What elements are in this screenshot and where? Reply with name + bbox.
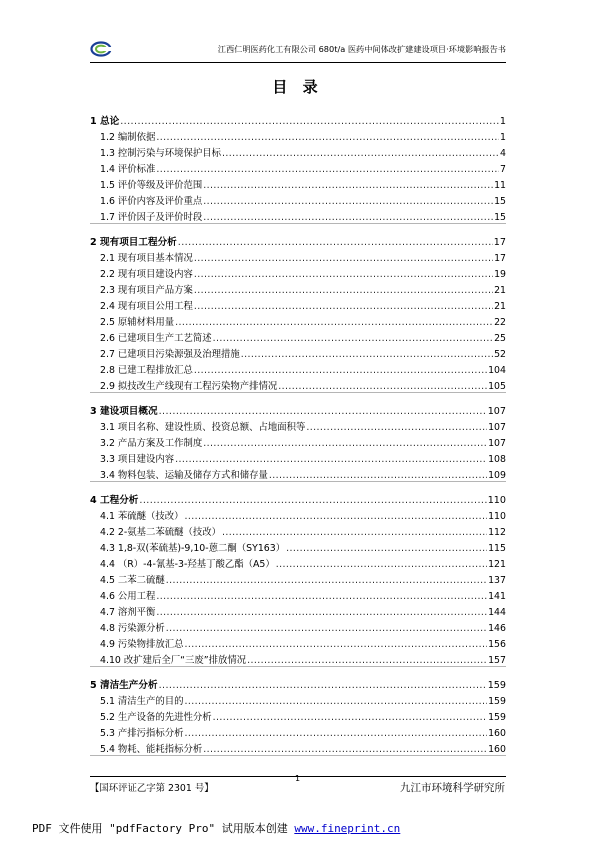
footer-certificate: 【国环评证乙字第 2301 号】 bbox=[90, 783, 214, 794]
toc-subsection-entry[interactable] bbox=[90, 586, 506, 602]
toc-entry-page: 160 bbox=[488, 728, 506, 739]
toc-entry-page: 107 bbox=[488, 438, 506, 449]
toc-entry-title: 1.5 评价等级及评价范围 bbox=[100, 180, 203, 191]
dot-leader bbox=[278, 381, 487, 392]
toc-subsection-entry[interactable] bbox=[90, 634, 506, 650]
toc-chapter-entry[interactable] bbox=[90, 489, 506, 506]
dot-leader bbox=[241, 349, 493, 360]
toc-entry-page: 137 bbox=[488, 575, 506, 586]
toc-entry-page: 21 bbox=[494, 285, 506, 296]
toc-subsection-entry[interactable] bbox=[90, 207, 506, 223]
toc-entry-page: 159 bbox=[488, 696, 506, 707]
dot-leader bbox=[156, 164, 499, 175]
toc-entry-page: 4 bbox=[500, 148, 506, 159]
footer-institute: 九江市环境科学研究所 bbox=[400, 782, 505, 794]
dot-leader bbox=[175, 317, 493, 328]
toc-entry-page: 19 bbox=[494, 269, 506, 280]
dot-leader bbox=[194, 301, 493, 312]
fineprint-link[interactable]: www.fineprint.cn bbox=[294, 822, 401, 835]
toc-subsection-entry[interactable] bbox=[90, 650, 506, 666]
toc-entry-page: 157 bbox=[488, 655, 506, 666]
dot-leader bbox=[139, 495, 486, 506]
toc-section bbox=[90, 674, 506, 756]
toc-subsection-entry[interactable] bbox=[90, 376, 506, 392]
table-of-contents bbox=[90, 110, 506, 763]
dot-leader bbox=[203, 212, 493, 223]
dot-leader bbox=[159, 406, 487, 417]
toc-entry-title: 4.1 苯硫醚（技改） bbox=[100, 511, 184, 522]
toc-title: 目 录 bbox=[272, 78, 323, 96]
toc-subsection-entry[interactable] bbox=[90, 280, 506, 296]
toc-entry-page: 109 bbox=[488, 470, 506, 481]
toc-entry-title: 4.2 2-氨基二苯硫醚（技改） bbox=[100, 527, 221, 538]
toc-entry-page: 110 bbox=[487, 495, 506, 506]
toc-chapter-entry[interactable] bbox=[90, 110, 506, 127]
toc-entry-page: 52 bbox=[494, 349, 506, 360]
toc-entry-page: 17 bbox=[493, 237, 506, 248]
toc-entry-title: 3.4 物料包装、运输及储存方式和储存量 bbox=[100, 470, 268, 481]
toc-entry-title: 4.4 （R）-4-氰基-3-羟基丁酸乙酯（A5） bbox=[100, 559, 275, 570]
toc-entry-title: 1.2 编制依据 bbox=[100, 132, 156, 143]
toc-entry-title: 5.1 清洁生产的目的 bbox=[100, 696, 184, 707]
toc-entry-page: 104 bbox=[488, 365, 506, 376]
page-header bbox=[90, 38, 506, 63]
header-title: 江西仁明医药化工有限公司 680t/a 医药中间体改扩建建设项目·环境影响报告书 bbox=[217, 44, 506, 54]
toc-entry-page: 146 bbox=[488, 623, 506, 634]
dot-leader bbox=[185, 511, 488, 522]
toc-section bbox=[90, 489, 506, 667]
pdf-notice bbox=[32, 820, 400, 836]
company-logo-icon bbox=[90, 40, 112, 58]
dot-leader bbox=[222, 148, 499, 159]
toc-entry-page: 160 bbox=[488, 744, 506, 755]
toc-entry-title: 2.3 现有项目产品方案 bbox=[100, 285, 193, 296]
pdf-notice-text: PDF 文件使用 "pdfFactory Pro" 试用版本创建 bbox=[32, 822, 295, 835]
dot-leader bbox=[276, 559, 487, 570]
toc-chapter-entry[interactable] bbox=[90, 400, 506, 417]
toc-entry-page: 15 bbox=[494, 212, 506, 223]
toc-subsection-entry[interactable] bbox=[90, 143, 506, 159]
toc-entry-page: 110 bbox=[488, 511, 506, 522]
toc-entry-page: 107 bbox=[488, 422, 506, 433]
toc-entry-title: 1.3 控制污染与环境保护目标 bbox=[100, 148, 222, 159]
toc-entry-title: 2.4 现有项目公用工程 bbox=[100, 301, 193, 312]
toc-entry-title: 4 工程分析 bbox=[90, 495, 139, 506]
toc-entry-title: 5.4 物耗、能耗指标分析 bbox=[100, 744, 203, 755]
dot-leader bbox=[166, 623, 487, 634]
toc-entry-title: 2.6 已建项目生产工艺简述 bbox=[100, 333, 212, 344]
toc-subsection-entry[interactable] bbox=[90, 417, 506, 433]
toc-entry-page: 108 bbox=[488, 454, 506, 465]
toc-entry-page: 15 bbox=[494, 196, 506, 207]
toc-subsection-entry[interactable] bbox=[90, 127, 506, 143]
toc-entry-title: 5 清洁生产分析 bbox=[90, 680, 158, 691]
toc-subsection-entry[interactable] bbox=[90, 449, 506, 465]
toc-entry-title: 4.10 改扩建后全厂“三废”排放情况 bbox=[100, 655, 247, 666]
toc-entry-page: 11 bbox=[494, 180, 506, 191]
toc-entry-page: 21 bbox=[494, 301, 506, 312]
toc-entry-title: 2.9 拟技改生产线现有工程污染物产排情况 bbox=[100, 381, 278, 392]
dot-leader bbox=[203, 180, 493, 191]
toc-entry-page: 105 bbox=[488, 381, 506, 392]
dot-leader bbox=[159, 680, 487, 691]
toc-subsection-entry[interactable] bbox=[90, 175, 506, 191]
toc-subsection-entry[interactable] bbox=[90, 296, 506, 312]
toc-entry-page: 121 bbox=[488, 559, 506, 570]
toc-entry-page: 144 bbox=[488, 607, 506, 618]
toc-entry-page: 159 bbox=[488, 712, 506, 723]
toc-subsection-entry[interactable] bbox=[90, 506, 506, 522]
toc-subsection-entry[interactable] bbox=[90, 433, 506, 449]
toc-subsection-entry[interactable] bbox=[90, 465, 506, 481]
dot-leader bbox=[156, 132, 499, 143]
toc-entry-title: 1.6 评价内容及评价重点 bbox=[100, 196, 203, 207]
toc-entry-page: 7 bbox=[500, 164, 506, 175]
toc-entry-page: 107 bbox=[487, 406, 506, 417]
toc-subsection-entry[interactable] bbox=[90, 618, 506, 634]
toc-entry-title: 4.8 污染源分析 bbox=[100, 623, 165, 634]
dot-leader bbox=[156, 607, 487, 618]
toc-chapter-entry[interactable] bbox=[90, 674, 506, 691]
toc-subsection-entry[interactable] bbox=[90, 538, 506, 554]
toc-entry-title: 3.2 产品方案及工作制度 bbox=[100, 438, 203, 449]
toc-entry-page: 112 bbox=[488, 527, 506, 538]
dot-leader bbox=[185, 728, 488, 739]
toc-entry-title: 4.7 溶剂平衡 bbox=[100, 607, 156, 618]
toc-subsection-entry[interactable] bbox=[90, 248, 506, 264]
dot-leader bbox=[213, 333, 493, 344]
dot-leader bbox=[175, 454, 487, 465]
toc-subsection-entry[interactable] bbox=[90, 344, 506, 360]
dot-leader bbox=[194, 269, 493, 280]
dot-leader bbox=[222, 527, 487, 538]
dot-leader bbox=[213, 712, 487, 723]
toc-entry-title: 4.5 二苯二硫醚 bbox=[100, 575, 165, 586]
toc-entry-title: 4.9 污染物排放汇总 bbox=[100, 639, 184, 650]
toc-section bbox=[90, 110, 506, 224]
toc-subsection-entry[interactable] bbox=[90, 570, 506, 586]
toc-subsection-entry[interactable] bbox=[90, 312, 506, 328]
toc-subsection-entry[interactable] bbox=[90, 723, 506, 739]
toc-subsection-entry[interactable] bbox=[90, 602, 506, 618]
toc-entry-page: 17 bbox=[494, 253, 506, 264]
toc-section bbox=[90, 400, 506, 482]
toc-entry-page: 115 bbox=[488, 543, 506, 554]
dot-leader bbox=[203, 744, 487, 755]
toc-subsection-entry[interactable] bbox=[90, 522, 506, 538]
toc-entry-page: 25 bbox=[494, 333, 506, 344]
toc-subsection-entry[interactable] bbox=[90, 691, 506, 707]
dot-leader bbox=[194, 285, 493, 296]
dot-leader bbox=[194, 253, 493, 264]
toc-subsection-entry[interactable] bbox=[90, 554, 506, 570]
dot-leader bbox=[203, 196, 493, 207]
toc-entry-page: 141 bbox=[488, 591, 506, 602]
dot-leader bbox=[306, 422, 487, 433]
toc-entry-title: 2.7 已建项目污染源强及治理措施 bbox=[100, 349, 240, 360]
toc-entry-title: 3.3 项目建设内容 bbox=[100, 454, 175, 465]
dot-leader bbox=[185, 696, 488, 707]
toc-chapter-entry[interactable] bbox=[90, 231, 506, 248]
dot-leader bbox=[185, 639, 488, 650]
dot-leader bbox=[120, 116, 499, 127]
dot-leader bbox=[166, 575, 487, 586]
toc-subsection-entry[interactable] bbox=[90, 159, 506, 175]
toc-entry-title: 2.8 已建工程排放汇总 bbox=[100, 365, 193, 376]
toc-subsection-entry[interactable] bbox=[90, 191, 506, 207]
toc-entry-title: 1 总论 bbox=[90, 116, 120, 127]
toc-entry-title: 2.5 原辅材料用量 bbox=[100, 317, 175, 328]
toc-entry-title: 1.7 评价因子及评价时段 bbox=[100, 212, 203, 223]
toc-entry-page: 156 bbox=[488, 639, 506, 650]
toc-entry-page: 159 bbox=[487, 680, 506, 691]
dot-leader bbox=[156, 591, 487, 602]
toc-entry-page: 1 bbox=[499, 116, 506, 127]
toc-section bbox=[90, 231, 506, 393]
toc-subsection-entry[interactable] bbox=[90, 707, 506, 723]
toc-entry-title: 2 现有项目工程分析 bbox=[90, 237, 177, 248]
toc-entry-title: 3 建设项目概况 bbox=[90, 406, 158, 417]
toc-entry-page: 22 bbox=[494, 317, 506, 328]
dot-leader bbox=[203, 438, 487, 449]
toc-entry-title: 2.2 现有项目建设内容 bbox=[100, 269, 193, 280]
toc-entry-title: 1.4 评价标准 bbox=[100, 164, 156, 175]
toc-entry-title: 3.1 项目名称、建设性质、投资总额、占地面积等 bbox=[100, 422, 306, 433]
dot-leader bbox=[247, 655, 487, 666]
toc-entry-title: 4.3 1,8-双(苯硫基)-9,10-蒽二酮（SY163） bbox=[100, 543, 286, 554]
toc-entry-title: 2.1 现有项目基本情况 bbox=[100, 253, 193, 264]
toc-subsection-entry[interactable] bbox=[90, 328, 506, 344]
dot-leader bbox=[286, 543, 487, 554]
toc-entry-page: 1 bbox=[500, 132, 506, 143]
dot-leader bbox=[178, 237, 493, 248]
toc-entry-title: 5.3 产排污指标分析 bbox=[100, 728, 184, 739]
toc-entry-title: 4.6 公用工程 bbox=[100, 591, 156, 602]
toc-subsection-entry[interactable] bbox=[90, 739, 506, 755]
toc-subsection-entry[interactable] bbox=[90, 360, 506, 376]
dot-leader bbox=[269, 470, 487, 481]
toc-subsection-entry[interactable] bbox=[90, 264, 506, 280]
page-number: 1 bbox=[294, 774, 301, 783]
dot-leader bbox=[194, 365, 487, 376]
toc-entry-title: 5.2 生产设备的先进性分析 bbox=[100, 712, 212, 723]
